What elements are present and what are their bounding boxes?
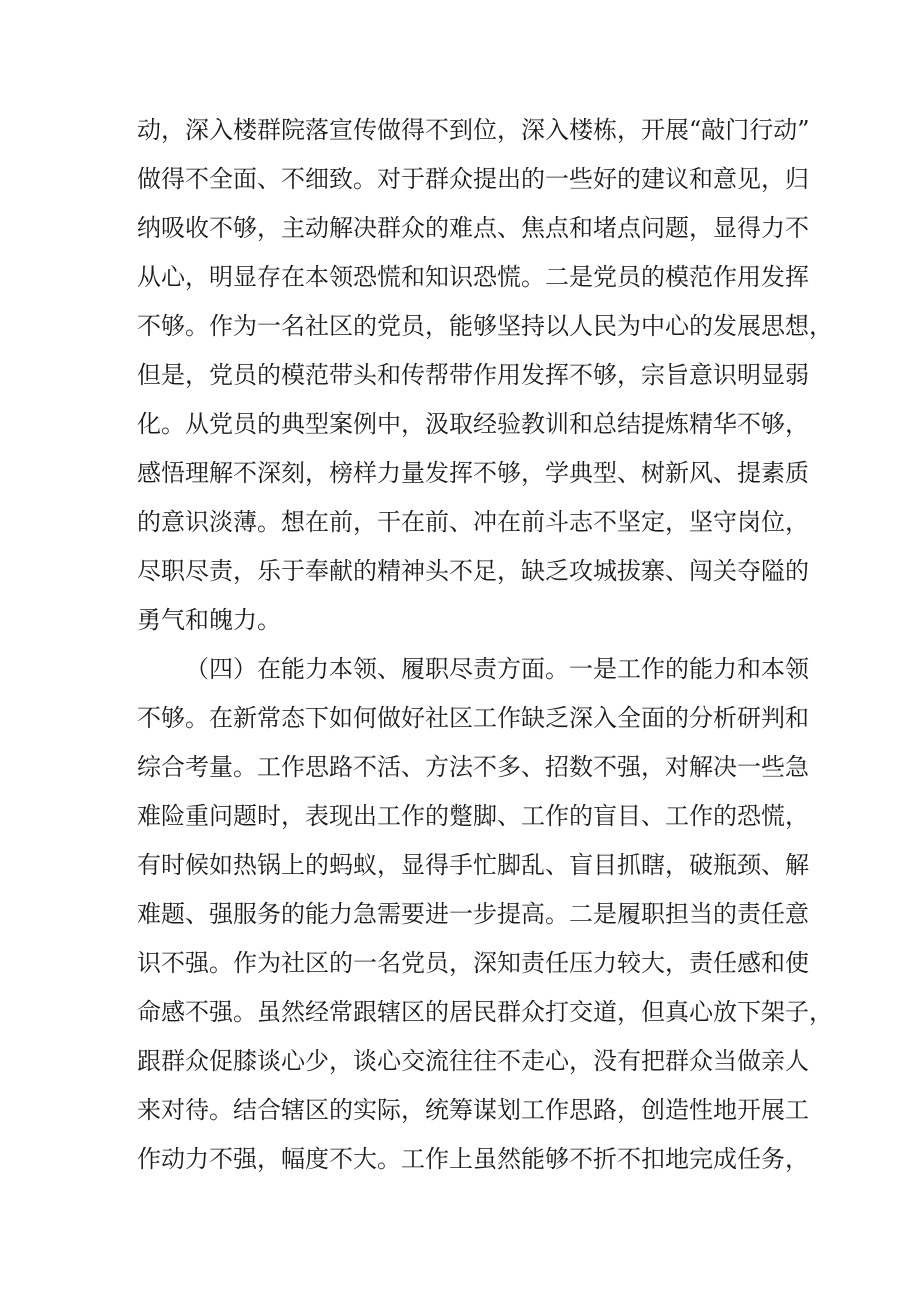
text-line: 但是，党员的模范带头和传帮带作用发挥不够，宗旨意识明显弱 (137, 361, 809, 389)
text-line: 动，深入楼群院落宣传做得不到位，深入楼栋，开展“敲门行动” (137, 116, 810, 144)
text-line: 纳吸收不够，主动解决群众的难点、焦点和堵点问题，显得力不 (137, 214, 809, 242)
text-line: 不够。作为一名社区的党员，能够坚持以人民为中心的发展思想， (137, 312, 833, 340)
text-line: 勇气和魄力。 (137, 606, 281, 634)
text-line: 命感不强。虽然经常跟辖区的居民群众打交道，但真心放下架子， (137, 998, 833, 1026)
text-line: 难险重问题时，表现出工作的蹩脚、工作的盲目、工作的恐慌， (137, 802, 809, 830)
text-line: 来对待。结合辖区的实际，统筹谋划工作思路，创造性地开展工 (137, 1096, 809, 1124)
text-line: 化。从党员的典型案例中，汲取经验教训和总结提炼精华不够， (137, 410, 809, 438)
document-body (137, 112, 833, 1190)
text-line: 的意识淡薄。想在前，干在前、冲在前斗志不坚定，坚守岗位， (137, 508, 809, 536)
text-line: 不够。在新常态下如何做好社区工作缺乏深入全面的分析研判和 (137, 704, 809, 732)
text-line: 从心，明显存在本领恐慌和知识恐慌。二是党员的模范作用发挥 (137, 263, 809, 291)
text-line: 作动力不强，幅度不大。工作上虽然能够不折不扣地完成任务， (137, 1145, 809, 1173)
paragraph-1 (137, 112, 833, 651)
text-line: 难题、强服务的能力急需要进一步提高。二是履职担当的责任意 (137, 900, 809, 928)
text-line: 感悟理解不深刻，榜样力量发挥不够，学典型、树新风、提素质 (137, 459, 809, 487)
text-line: 综合考量。工作思路不活、方法不多、招数不强，对解决一些急 (137, 753, 809, 781)
text-line: 尽职尽责，乐于奉献的精神头不足，缺乏攻城拔寨、闯关夺隘的 (137, 557, 809, 585)
text-line: 有时候如热锅上的蚂蚁，显得手忙脚乱、盲目抓瞎，破瓶颈、解 (137, 851, 809, 879)
text-line: 识不强。作为社区的一名党员，深知责任压力较大，责任感和使 (137, 949, 809, 977)
text-line: 跟群众促膝谈心少，谈心交流往往不走心，没有把群众当做亲人 (137, 1047, 809, 1075)
text-line: 做得不全面、不细致。对于群众提出的一些好的建议和意见，归 (137, 165, 809, 193)
text-line-indented: （四）在能力本领、履职尽责方面。一是工作的能力和本领 (185, 655, 809, 683)
paragraph-2 (137, 651, 833, 1190)
